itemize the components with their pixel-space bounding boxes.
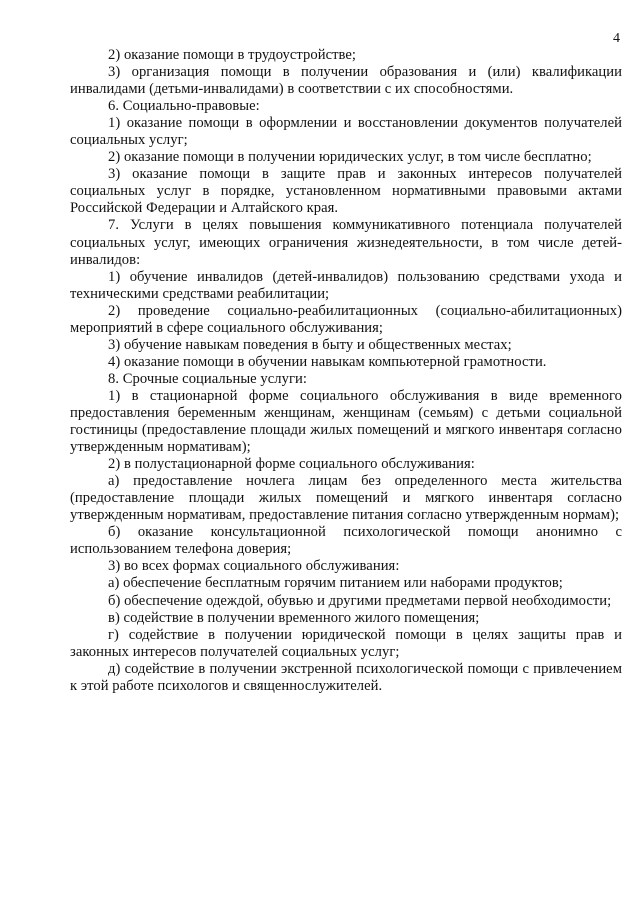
paragraph: 1) обучение инвалидов (детей-инвалидов) пользованию средствами ухода и техническими средствами реабилитации;: [70, 268, 622, 302]
paragraph: б) оказание консультационной психологической помощи анонимно с использованием телефона доверия;: [70, 524, 622, 558]
paragraph: 1) оказание помощи в оформлении и восстановлении документов получателей социальных услуг;: [70, 115, 622, 149]
paragraph: 1) в стационарной форме социального обслуживания в виде временного предоставления беременным женщинам, женщинам (семьям) с детьми социальной гостиницы (предоставление площади жилых помещений и мягкого инвентаря согласно утвержденным нормативам);: [70, 387, 622, 456]
paragraph: в) содействие в получении временного жилого помещения;: [108, 609, 480, 626]
section-heading: 6. Социально-правовые:: [108, 98, 260, 115]
page-number: 4: [613, 31, 620, 46]
paragraph: г) содействие в получении юридической помощи в целях защиты прав и законных интересов получателей социальных услуг;: [70, 626, 622, 660]
paragraph: а) предоставление ночлега лицам без определенного места жительства (предоставление площади жилых помещений и мягкого инвентаря согласно утвержденным нормативам, предоставление питания согласно утвержденным нормам);: [70, 473, 622, 524]
section-heading: 8. Срочные социальные услуги:: [108, 370, 307, 387]
paragraph: а) обеспечение бесплатным горячим питанием или наборами продуктов;: [108, 575, 563, 592]
paragraph: б) обеспечение одеждой, обувью и другими предметами первой необходимости;: [108, 592, 612, 609]
paragraph: 3) во всех формах социального обслуживания:: [108, 558, 400, 575]
paragraph: 2) в полустационарной форме социального обслуживания:: [108, 456, 475, 473]
paragraph: 2) оказание помощи в получении юридических услуг, в том числе бесплатно;: [108, 149, 592, 166]
paragraph: д) содействие в получении экстренной психологической помощи с привлечением к этой работе психологов и священнослужителей.: [70, 660, 622, 694]
paragraph: 3) оказание помощи в защите прав и законных интересов получателей социальных услуг в порядке, установленном нормативными правовыми актами Российской Федерации и Алтайского края.: [70, 166, 622, 217]
paragraph: 2) проведение социально-реабилитационных (социально-абилитационных) мероприятий в сфере социального обслуживания;: [70, 302, 622, 336]
paragraph: 3) обучение навыкам поведения в быту и общественных местах;: [108, 336, 512, 353]
section-heading: 7. Услуги в целях повышения коммуникативного потенциала получателей социальных услуг, имеющих ограничения жизнедеятельности, в том числе детей-инвалидов:: [70, 217, 622, 268]
paragraph: 2) оказание помощи в трудоустройстве;: [108, 47, 357, 63]
paragraph: 3) организация помощи в получении образования и (или) квалификации инвалидами (детьми-инвалидами) в соответствии с их способностями.: [70, 64, 622, 98]
paragraph: 4) оказание помощи в обучении навыкам компьютерной грамотности.: [108, 353, 547, 370]
document-body: [70, 47, 622, 695]
